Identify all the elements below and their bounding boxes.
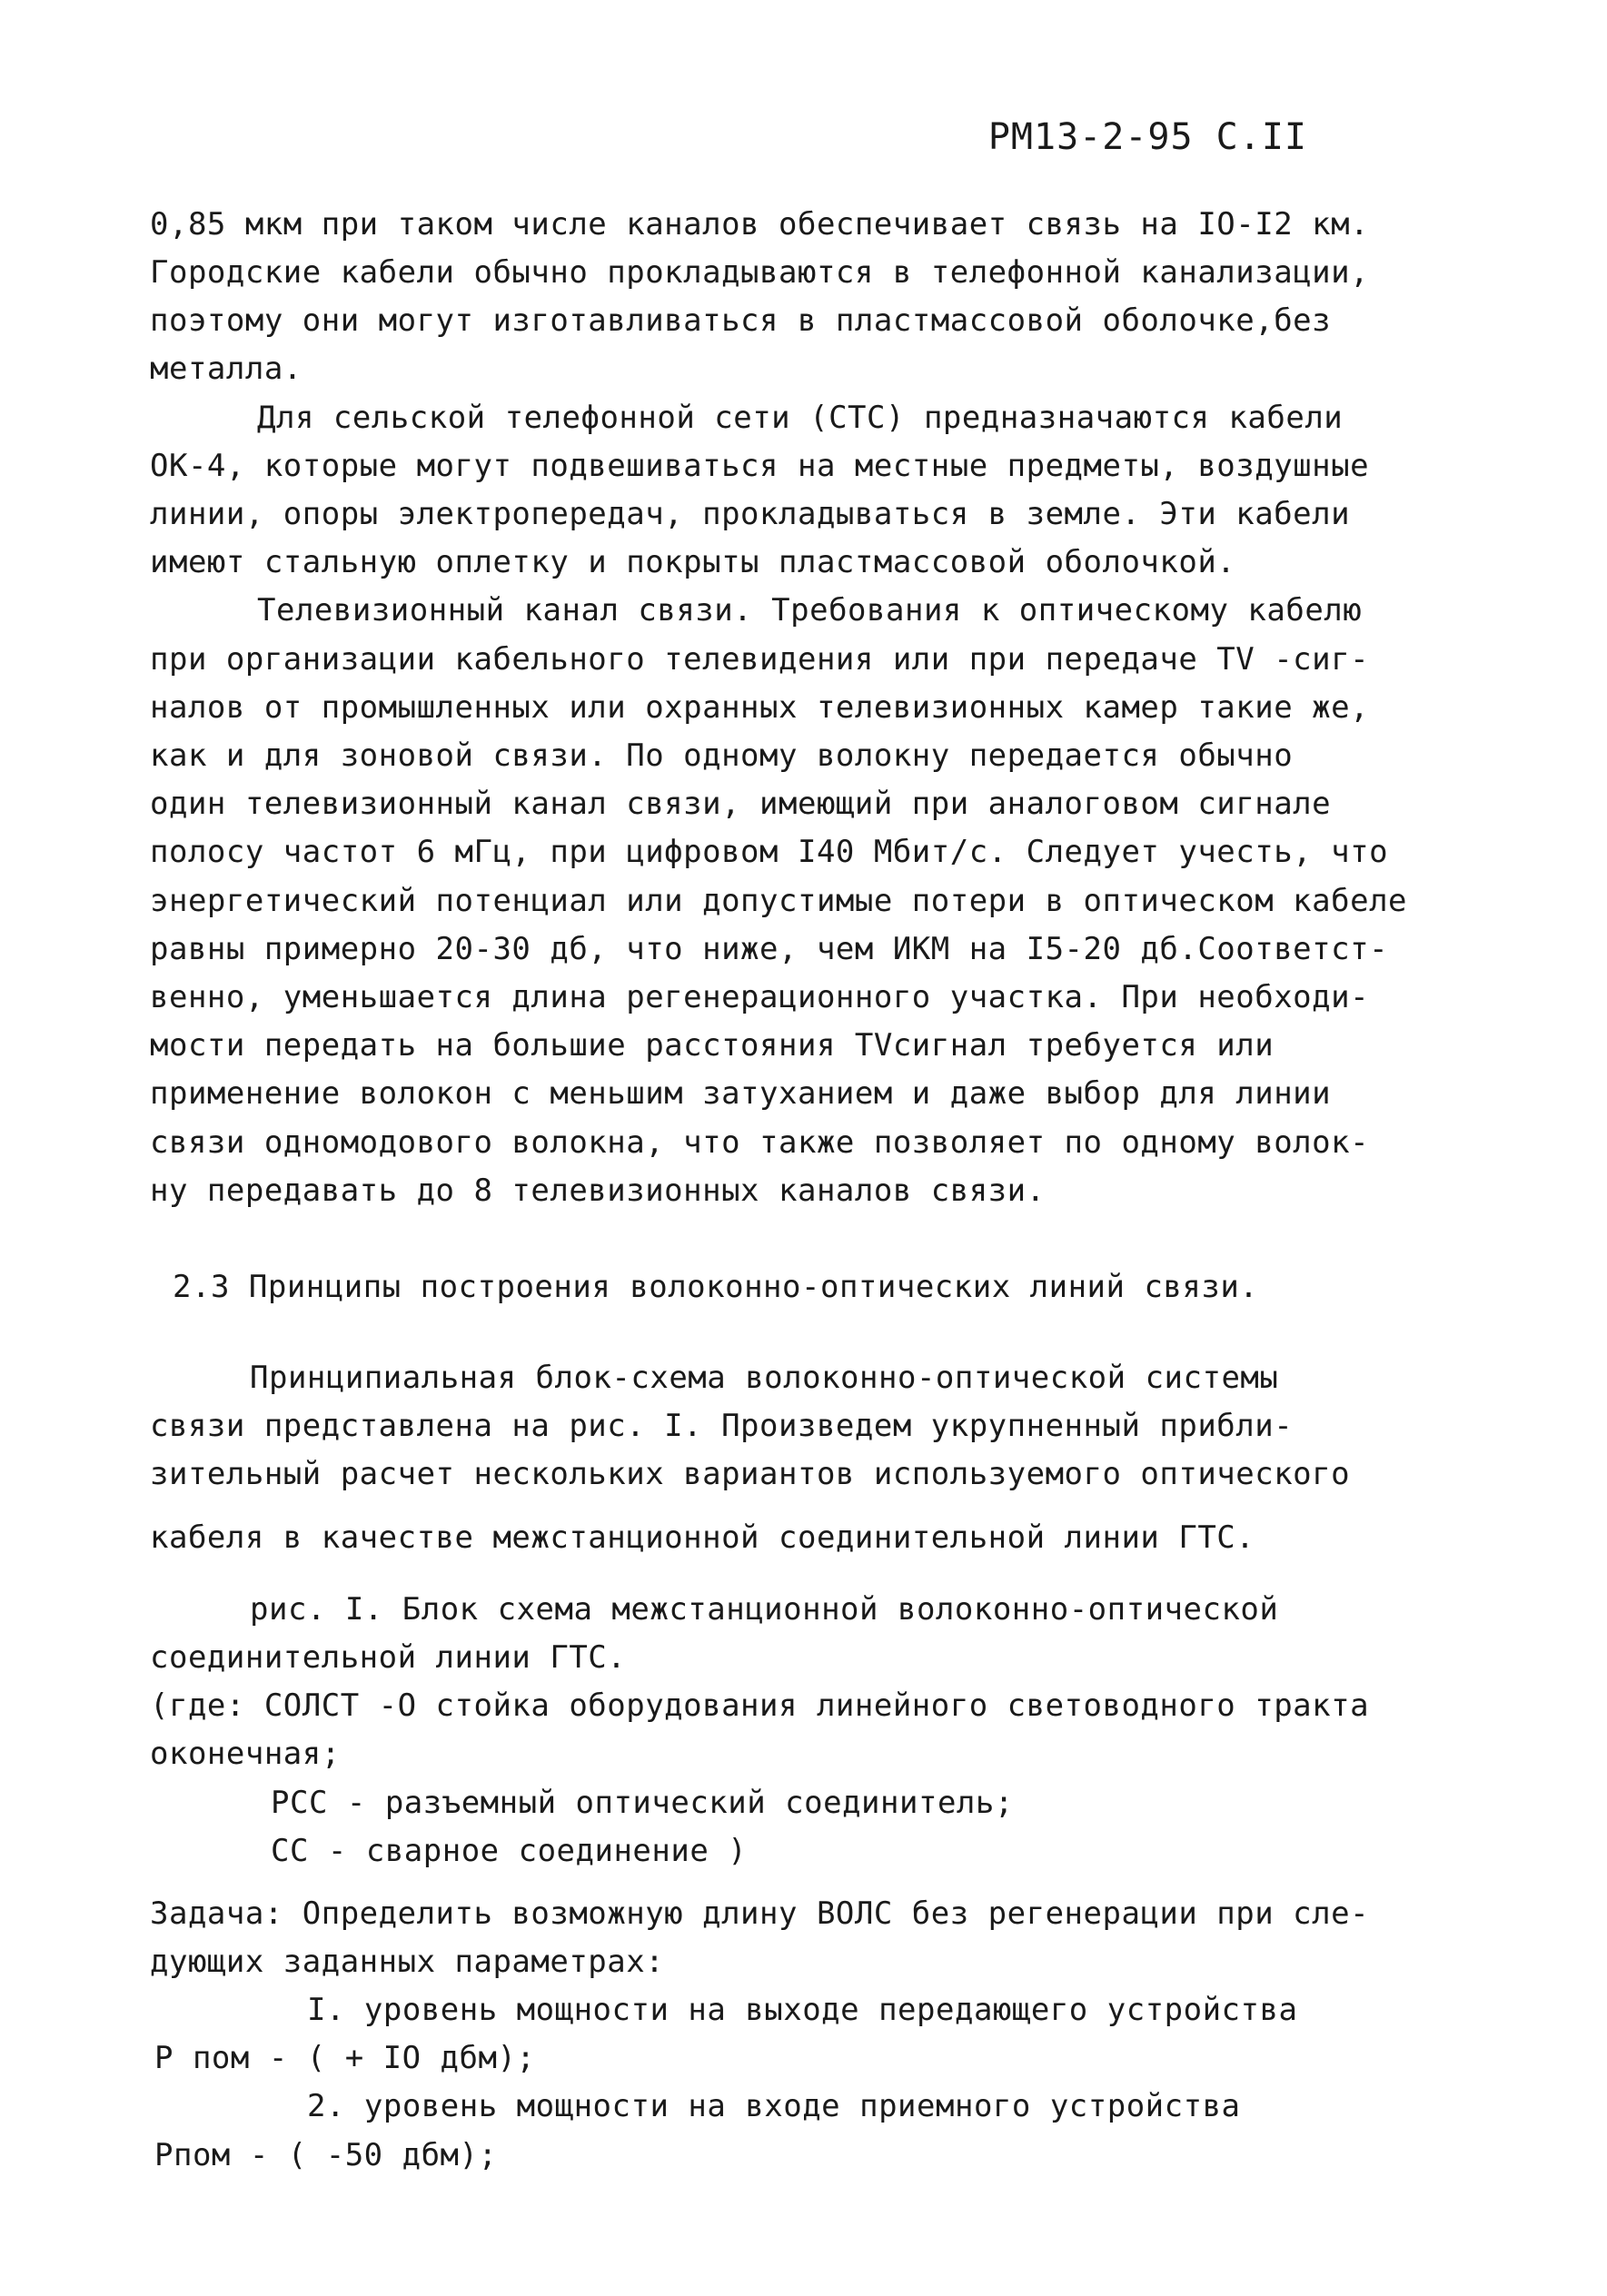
task-line: дующих заданных параметрах: xyxy=(150,1944,665,1980)
text-line: венно, уменьшается длина регенерационного участка. При необходи- xyxy=(150,979,1370,1015)
text-line: зительный расчет нескольких вариантов используемого оптического xyxy=(150,1456,1351,1492)
legend-line: (где: СОЛСТ -О стойка оборудования линейного световодного тракта xyxy=(150,1687,1370,1724)
legend-line: РСС - разъемный оптический соединитель; xyxy=(271,1785,1014,1821)
text-line: имеют стальную оплетку и покрыты пластмассовой оболочкой. xyxy=(150,544,1236,580)
text-line: металла. xyxy=(150,351,303,387)
legend-line: СС - сварное соединение ) xyxy=(271,1833,748,1869)
text-line: при организации кабельного телевидения или при передаче ТV -сиг- xyxy=(150,641,1370,678)
text-line: как и для зоновой связи. По одному волокну передается обычно xyxy=(150,737,1294,774)
task-line: Р пом - ( + IO дбм); xyxy=(154,2040,536,2076)
text-line: линии, опоры электропередач, прокладываться в земле. Эти кабели xyxy=(150,496,1351,532)
task-line: I. уровень мощности на выходе передающего устройства xyxy=(307,1992,1298,2028)
figure-caption: рис. I. Блок схема межстанционной волоконно-оптической xyxy=(250,1591,1279,1628)
text-line: кабеля в качестве межстанционной соединительной линии ГТС. xyxy=(150,1519,1255,1556)
text-line: равны примерно 20-30 дб, что ниже, чем ИКМ на I5-20 дб.Соответст- xyxy=(150,931,1389,967)
section-heading: 2.3 Принципы построения волоконно-оптических линий связи. xyxy=(173,1269,1259,1305)
figure-caption: соединительной линии ГТС. xyxy=(150,1639,627,1676)
page-header: РМ13-2-95 С.II xyxy=(987,116,1307,158)
text-line: 0,85 мкм при таком числе каналов обеспечивает связь на IO-I2 км. xyxy=(150,206,1370,242)
text-line: Городские кабели обычно прокладываются в телефонной канализации, xyxy=(150,254,1370,291)
task-line: Рпом - ( -50 дбм); xyxy=(154,2137,498,2173)
text-line: полосу частот 6 мГц, при цифровом I40 Мбит/с. Следует учесть, что xyxy=(150,834,1389,870)
text-line: один телевизионный канал связи, имеющий при аналоговом сигнале xyxy=(150,786,1332,822)
text-line: мости передать на большие расстояния ТVсигнал требуется или xyxy=(150,1027,1275,1064)
text-line: применение волокон с меньшим затуханием и даже выбор для линии xyxy=(150,1075,1332,1112)
task-line: 2. уровень мощности на входе приемного устройства xyxy=(307,2088,1241,2124)
text-line: Принципиальная блок-схема волоконно-оптической системы xyxy=(250,1360,1279,1396)
text-line: ОК-4, которые могут подвешиваться на местные предметы, воздушные xyxy=(150,448,1370,484)
text-line: энергетический потенциал или допустимые потери в оптическом кабеле xyxy=(150,883,1408,919)
text-line: Телевизионный канал связи. Требования к оптическому кабелю xyxy=(257,592,1363,628)
text-line: связи представлена на рис. I. Произведем укрупненный прибли- xyxy=(150,1408,1294,1444)
text-line: связи одномодового волокна, что также позволяет по одному волок- xyxy=(150,1124,1370,1161)
text-line: ну передавать до 8 телевизионных каналов связи. xyxy=(150,1173,1046,1209)
text-line: поэтому они могут изготавливаться в пластмассовой оболочке,без xyxy=(150,302,1332,339)
text-line: Для сельской телефонной сети (СТС) предназначаются кабели xyxy=(257,400,1344,436)
task-line: Задача: Определить возможную длину ВОЛС без регенерации при сле- xyxy=(150,1895,1370,1932)
text-line: налов от промышленных или охранных телевизионных камер такие же, xyxy=(150,689,1370,726)
legend-line: оконечная; xyxy=(150,1736,341,1772)
